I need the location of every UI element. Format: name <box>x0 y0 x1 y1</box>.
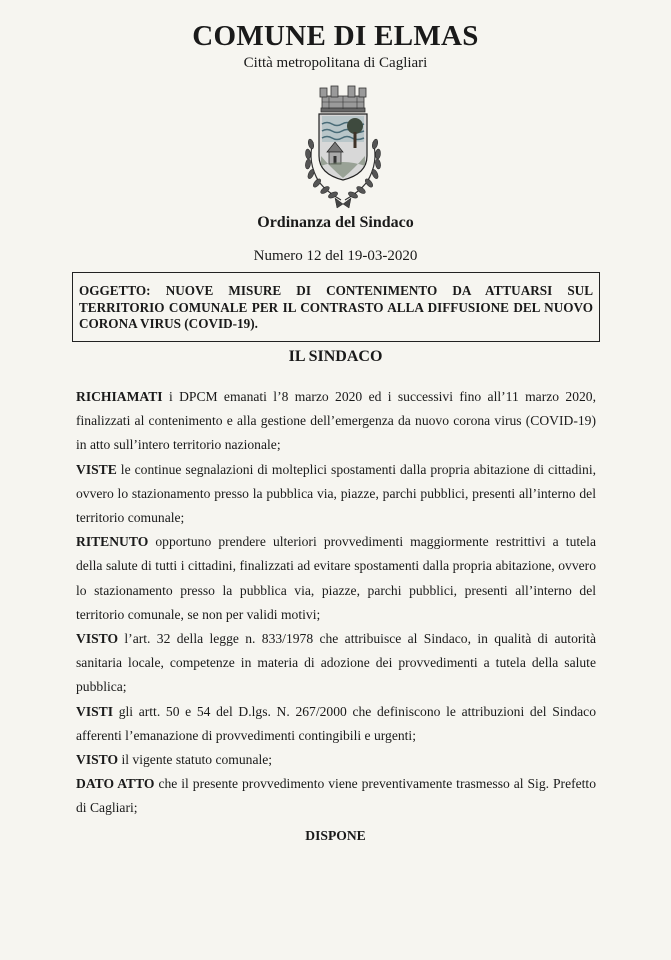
municipal-coat-of-arms-icon <box>295 82 391 214</box>
section-heading: IL SINDACO <box>288 348 383 365</box>
paragraph-keyword: VISTE <box>76 461 117 477</box>
paragraph <box>76 748 596 772</box>
ordinance-number: Numero 12 del 19-03-2020 <box>253 248 418 264</box>
paragraph-keyword: RITENUTO <box>76 534 149 550</box>
paragraph-text: il vigente statuto comunale; <box>118 752 273 768</box>
municipality-title: COMUNE DI ELMAS <box>192 20 479 52</box>
paragraph-text: i DPCM emanati l’8 marzo 2020 ed i successivi fino all’11 marzo 2020, finalizzati al contenimento e alla gestione dell’emergenza da nuovo corona virus (COVID-19) in atto sull’intero territorio nazionale; <box>76 389 596 453</box>
paragraph <box>76 385 596 458</box>
paragraph-keyword: DATO ATTO <box>76 776 155 792</box>
paragraph <box>76 458 596 531</box>
paragraph-keyword: VISTO <box>76 631 119 647</box>
municipality-subtitle: Città metropolitana di Cagliari <box>243 55 428 71</box>
paragraph-text: gli artt. 50 e 54 del D.lgs. N. 267/2000 che definiscono le attribuzioni del Sindaco afferenti l’emanazione di provvedimenti contingibili e urgenti; <box>76 703 596 743</box>
paragraph-keyword: RICHIAMATI <box>76 389 163 404</box>
paragraph <box>76 700 596 748</box>
paragraph-text: che il presente provvedimento viene preventivamente trasmesso al Sig. Prefetto di Cagliari; <box>76 776 597 816</box>
paragraph <box>76 627 596 700</box>
paragraph-keyword: VISTO <box>76 752 119 768</box>
paragraph-text: l’art. 32 della legge n. 833/1978 che attribuisce al Sindaco, in qualità di autorità sanitaria locale, competenze in materia di adozione dei provvedimenti a tutela della salute pubblica; <box>76 631 596 695</box>
paragraph <box>76 530 596 627</box>
ordinance-body <box>76 385 596 821</box>
subject-box: OGGETTO: NUOVE MISURE DI CONTENIMENTO DA ATTUARSI SUL TERRITORIO COMUNALE PER IL CONTRASTO ALLA DIFFUSIONE DEL NUOVO CORONA VIRUS (COVID-19). <box>72 272 600 342</box>
ordinance-title: Ordinanza del Sindaco <box>257 214 414 231</box>
paragraph <box>76 772 596 820</box>
paragraph-keyword: VISTI <box>76 703 114 719</box>
closing-heading: DISPONE <box>305 828 366 843</box>
paragraph-text: opportuno prendere ulteriori provvedimenti maggiormente restrittivi a tutela della salute di tutti i cittadini, finalizzati ad evitare spostamenti dalla propria abitazione, ovvero lo stazionamento presso la pubblica via, piazze, parchi pubblici, presenti all’interno del territorio comunale, se non per validi motivi; <box>76 534 596 622</box>
paragraph-text: le continue segnalazioni di molteplici spostamenti dalla propria abitazione di cittadini, ovvero lo stazionamento presso la pubblica via, piazze, parchi pubblici, presenti all’interno del territorio comunale; <box>76 461 596 526</box>
